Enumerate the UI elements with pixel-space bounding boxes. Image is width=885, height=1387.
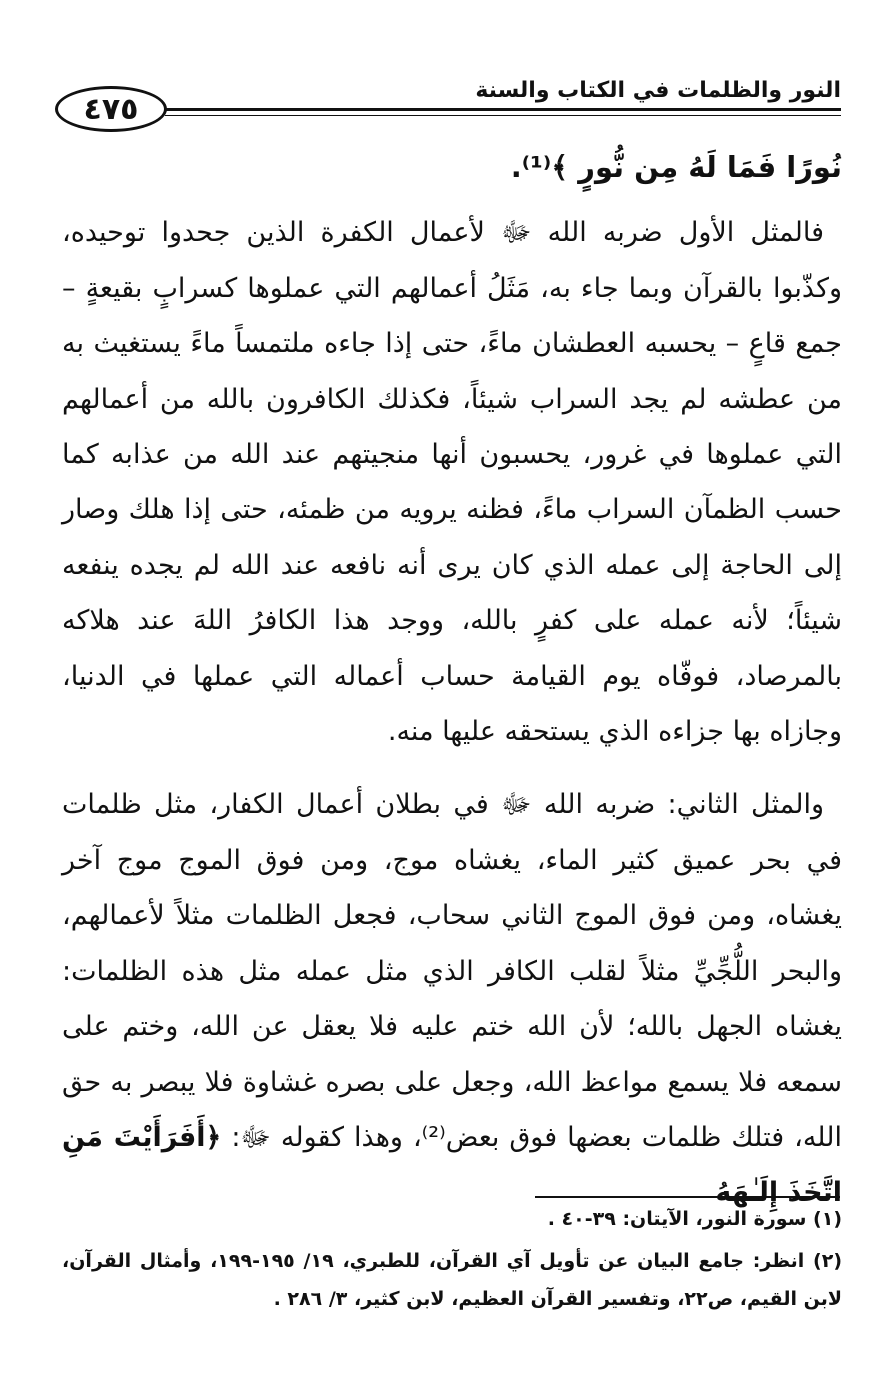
footnote-separator bbox=[535, 1196, 840, 1198]
footnote-1: (١) سورة النور، الآيتان: ٣٩-٤٠ . bbox=[547, 1208, 842, 1230]
footnotes bbox=[62, 1200, 842, 1318]
paragraph-first-parable: فالمثل الأول ضربه الله ﷻ لأعمال الكفرة الذين جحدوا توحيده، وكذّبوا بالقرآن وبما جاء به، مَثَلُ أعمالهم التي عملوها كسرابٍ بقيعةٍ – جمع قاعٍ – يحسبه العطشان ماءً، حتى إذا جاءه ملتمساً ماءً يستغيث به من عطشه لم يجد السراب شيئاً، فكذلك الكافرون بالله من أعمالهم التي عملوها في غرور، يحسبون أنها منجيتهم عند الله من عذابه كما حسب الظمآن السراب ماءً، فظنه يرويه من ظمئه، حتى إذا هلك وصار إلى الحاجة إلى عمله الذي كان يرى أنه نافعه عند الله لم يجده ينفعه شيئاً؛ لأنه عمله على كفرٍ بالله، ووجد هذا الكافرُ اللهَ عند هلاكه بالمرصاد، فوفّاه يوم القيامة حساب أعماله التي عملها في الدنيا، وجازاه بها جزاءه الذي يستحقه عليها منه. bbox=[62, 217, 842, 748]
running-title: النور والظلمات في الكتاب والسنة bbox=[475, 78, 841, 103]
footnote-2: (٢) انظر: جامع البيان عن تأويل آي القرآن، للطبري، ١٩/ ١٩٥-١٩٩، وأمثال القرآن، لابن القيم، ص٢٢، وتفسير القرآن العظيم، لابن كثير، ٣/ ٢٨٦ . bbox=[62, 1250, 842, 1310]
header-rule-thin bbox=[165, 115, 841, 116]
verse-ending: نُورًا فَمَا لَهُ مِن نُّورٍ ﴾⁽¹⁾. bbox=[510, 150, 842, 184]
quran-quote: ﴿أَفَرَأَيْتَ مَنِ اتَّخَذَ إِلَـٰهَهُ bbox=[62, 1121, 842, 1209]
main-text bbox=[62, 140, 842, 1221]
header-rule bbox=[165, 108, 841, 111]
page-header bbox=[55, 78, 841, 138]
paragraph-second-parable bbox=[62, 777, 842, 1220]
page-number: ٤٧٥ bbox=[55, 86, 167, 132]
paragraph-second-text: والمثل الثاني: ضربه الله ﷻ في بطلان أعمال الكفار، مثل ظلمات في بحر عميق كثير الماء، يغشاه موج، ومن فوق الموج موج آخر يغشاه، ومن فوق الموج الثاني سحاب، فجعل الظلمات مثلاً لأعمالهم، والبحر اللُّجِّيِّ مثلاً لقلب الكافر الذي مثل عمله مثل هذه الظلمات: يغشاه الجهل بالله؛ لأن الله ختم عليه فلا يعقل عن الله، وختم على سمعه فلا يسمع مواعظ الله، وجعل على بصره غشاوة فلا يبصر به حق الله، فتلك ظلمات بعضها فوق بعض⁽²⁾، وهذا كقوله ﷻ: bbox=[62, 789, 842, 1153]
